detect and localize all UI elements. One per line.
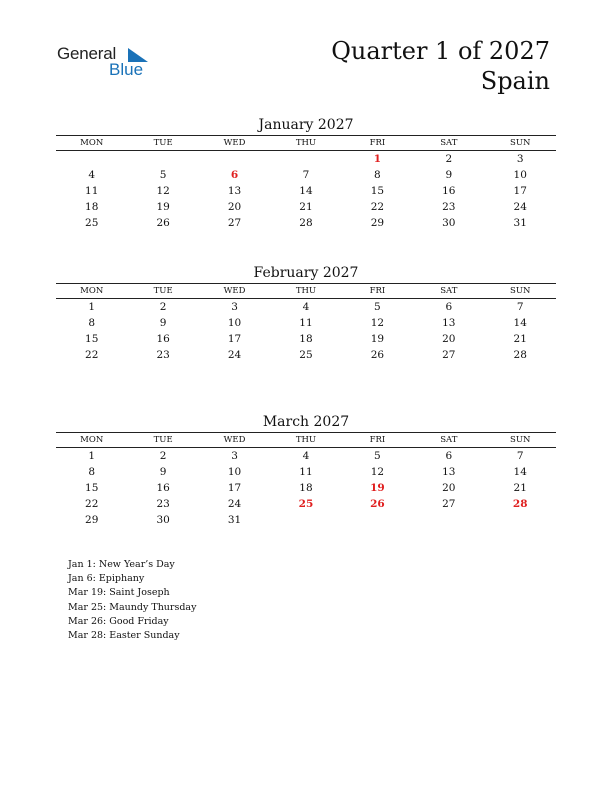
day-cell: 15	[85, 333, 99, 345]
weekday-label: THU	[295, 435, 317, 445]
weekday-label: WED	[223, 286, 246, 296]
week-row	[56, 480, 556, 496]
day-cell: 30	[442, 217, 456, 229]
day-cell: 9	[159, 466, 167, 478]
country-name: Spain	[480, 67, 550, 95]
day-cell: 2	[159, 450, 167, 462]
day-cell: 21	[299, 201, 313, 213]
day-cell: 22	[85, 349, 99, 361]
day-cell: 18	[299, 482, 313, 494]
weekday-label: MON	[80, 138, 104, 148]
day-cell: 10	[513, 169, 527, 181]
holiday-day-cell: 28	[512, 498, 528, 510]
empty-day-cell	[127, 151, 198, 167]
day-cell: 8	[88, 466, 96, 478]
day-cell: 23	[156, 349, 170, 361]
day-cell: 6	[445, 301, 453, 313]
weekday-header	[56, 283, 556, 299]
week-row	[56, 496, 556, 512]
weekday-label: SAT	[440, 435, 458, 445]
weekday-label: WED	[223, 138, 246, 148]
day-cell: 28	[513, 349, 527, 361]
day-cell: 3	[231, 301, 238, 313]
month-title: March 2027	[262, 414, 350, 430]
day-cell: 23	[442, 201, 456, 213]
weekday-label: THU	[295, 286, 317, 296]
day-cell: 24	[513, 201, 527, 213]
empty-day-cell	[199, 151, 270, 167]
weekday-label: THU	[295, 138, 317, 148]
month-calendar-february	[56, 263, 556, 363]
logo-blue-text: Blue	[109, 60, 144, 79]
week-row	[56, 151, 556, 167]
holiday-day-cell: 19	[370, 482, 385, 494]
empty-day-cell	[270, 151, 341, 167]
week-row	[56, 199, 556, 215]
day-cell: 11	[299, 317, 313, 329]
day-cell: 10	[227, 317, 242, 329]
week-row	[56, 512, 556, 528]
day-cell: 16	[156, 333, 170, 345]
day-cell: 28	[299, 217, 313, 229]
day-cell: 16	[442, 185, 456, 197]
day-cell: 14	[513, 317, 527, 329]
day-cell: 17	[227, 333, 242, 345]
week-row	[56, 331, 556, 347]
day-cell: 11	[85, 185, 99, 197]
weekday-label: FRI	[369, 435, 386, 445]
header	[331, 36, 550, 96]
day-cell: 9	[445, 169, 453, 181]
day-cell: 13	[442, 317, 456, 329]
day-cell: 1	[88, 450, 96, 462]
empty-day-cell	[485, 512, 556, 528]
holiday-day-cell: 25	[298, 498, 314, 510]
day-cell: 19	[370, 333, 385, 345]
day-cell: 11	[299, 466, 313, 478]
week-row	[56, 347, 556, 363]
day-cell: 25	[299, 349, 313, 361]
day-cell: 10	[227, 466, 242, 478]
day-cell: 21	[513, 333, 527, 345]
page-title: Quarter 1 of 2027	[331, 37, 550, 65]
week-row	[56, 299, 556, 315]
day-cell: 17	[513, 185, 527, 197]
day-cell: 30	[156, 514, 170, 526]
weekday-label: TUE	[153, 435, 173, 445]
weekday-label: SUN	[510, 435, 531, 445]
day-cell: 13	[442, 466, 456, 478]
day-cell: 27	[227, 217, 242, 229]
day-cell: 20	[442, 482, 456, 494]
empty-day-cell	[270, 512, 341, 528]
holiday-entry: Mar 19: Saint Joseph	[68, 587, 170, 599]
weekday-label: WED	[223, 435, 246, 445]
week-row	[56, 183, 556, 199]
day-cell: 22	[85, 498, 99, 510]
empty-day-cell	[342, 512, 413, 528]
day-cell: 7	[302, 169, 310, 181]
day-cell: 8	[88, 317, 96, 329]
day-cell: 14	[299, 185, 313, 197]
day-cell: 17	[227, 482, 242, 494]
day-cell: 18	[299, 333, 313, 345]
weekday-label: TUE	[153, 286, 173, 296]
day-cell: 12	[370, 466, 385, 478]
logo	[57, 44, 157, 80]
weekday-label: TUE	[153, 138, 173, 148]
holiday-entry: Jan 1: New Year’s Day	[68, 559, 175, 570]
day-cell: 18	[85, 201, 99, 213]
day-cell: 1	[88, 301, 96, 313]
month-title: January 2027	[258, 117, 354, 133]
day-cell: 31	[227, 514, 242, 526]
day-cell: 31	[513, 217, 527, 229]
day-cell: 26	[156, 217, 170, 229]
holiday-day-cell: 26	[370, 498, 385, 510]
day-cell: 5	[374, 301, 381, 313]
weekday-label: SAT	[440, 138, 458, 148]
day-cell: 29	[85, 514, 99, 526]
week-row	[56, 448, 556, 464]
holiday-entry: Mar 28: Easter Sunday	[68, 630, 180, 642]
day-cell: 9	[159, 317, 167, 329]
day-cell: 7	[516, 450, 524, 462]
day-cell: 2	[159, 301, 167, 313]
day-cell: 7	[516, 301, 524, 313]
day-cell: 24	[227, 498, 242, 510]
holiday-day-cell: 6	[230, 169, 239, 181]
month-calendar-march	[56, 412, 556, 528]
weekday-header	[56, 135, 556, 151]
holiday-list	[68, 558, 196, 643]
day-cell: 3	[231, 450, 238, 462]
day-cell: 25	[85, 217, 99, 229]
day-cell: 15	[370, 185, 385, 197]
day-cell: 4	[88, 169, 96, 181]
day-cell: 20	[442, 333, 456, 345]
day-cell: 23	[156, 498, 170, 510]
day-cell: 4	[302, 301, 310, 313]
weekday-label: SAT	[440, 286, 458, 296]
day-cell: 14	[513, 466, 527, 478]
day-cell: 15	[85, 482, 99, 494]
day-cell: 5	[374, 450, 381, 462]
day-cell: 4	[302, 450, 310, 462]
weekday-label: FRI	[369, 138, 386, 148]
weekday-header	[56, 432, 556, 448]
holiday-entry: Jan 6: Epiphany	[68, 573, 145, 585]
empty-day-cell	[413, 512, 484, 528]
day-cell: 27	[442, 498, 456, 510]
day-cell: 29	[370, 217, 385, 229]
day-cell: 27	[442, 349, 456, 361]
day-cell: 26	[370, 349, 385, 361]
day-cell: 22	[370, 201, 385, 213]
holiday-entry: Mar 26: Good Friday	[68, 615, 169, 627]
day-cell: 8	[374, 169, 381, 181]
month-title: February 2027	[253, 265, 359, 281]
logo-general-text: General	[57, 44, 117, 63]
week-row	[56, 215, 556, 231]
week-row	[56, 167, 556, 183]
day-cell: 13	[227, 185, 242, 197]
weekday-label: SUN	[510, 286, 531, 296]
empty-day-cell	[56, 151, 127, 167]
weekday-label: SUN	[510, 138, 531, 148]
week-row	[56, 315, 556, 331]
week-row	[56, 464, 556, 480]
day-cell: 2	[445, 153, 453, 165]
day-cell: 3	[516, 153, 524, 165]
day-cell: 5	[159, 169, 167, 181]
holiday-day-cell: 1	[373, 153, 382, 165]
day-cell: 6	[445, 450, 453, 462]
day-cell: 12	[156, 185, 170, 197]
weekday-label: FRI	[369, 286, 386, 296]
day-cell: 19	[156, 201, 170, 213]
month-calendar-january	[56, 115, 556, 231]
day-cell: 24	[227, 349, 242, 361]
weekday-label: MON	[80, 435, 104, 445]
day-cell: 12	[370, 317, 385, 329]
holiday-entry: Mar 25: Maundy Thursday	[68, 601, 197, 613]
weekday-label: MON	[80, 286, 104, 296]
day-cell: 16	[156, 482, 170, 494]
day-cell: 20	[227, 201, 242, 213]
day-cell: 21	[513, 482, 527, 494]
